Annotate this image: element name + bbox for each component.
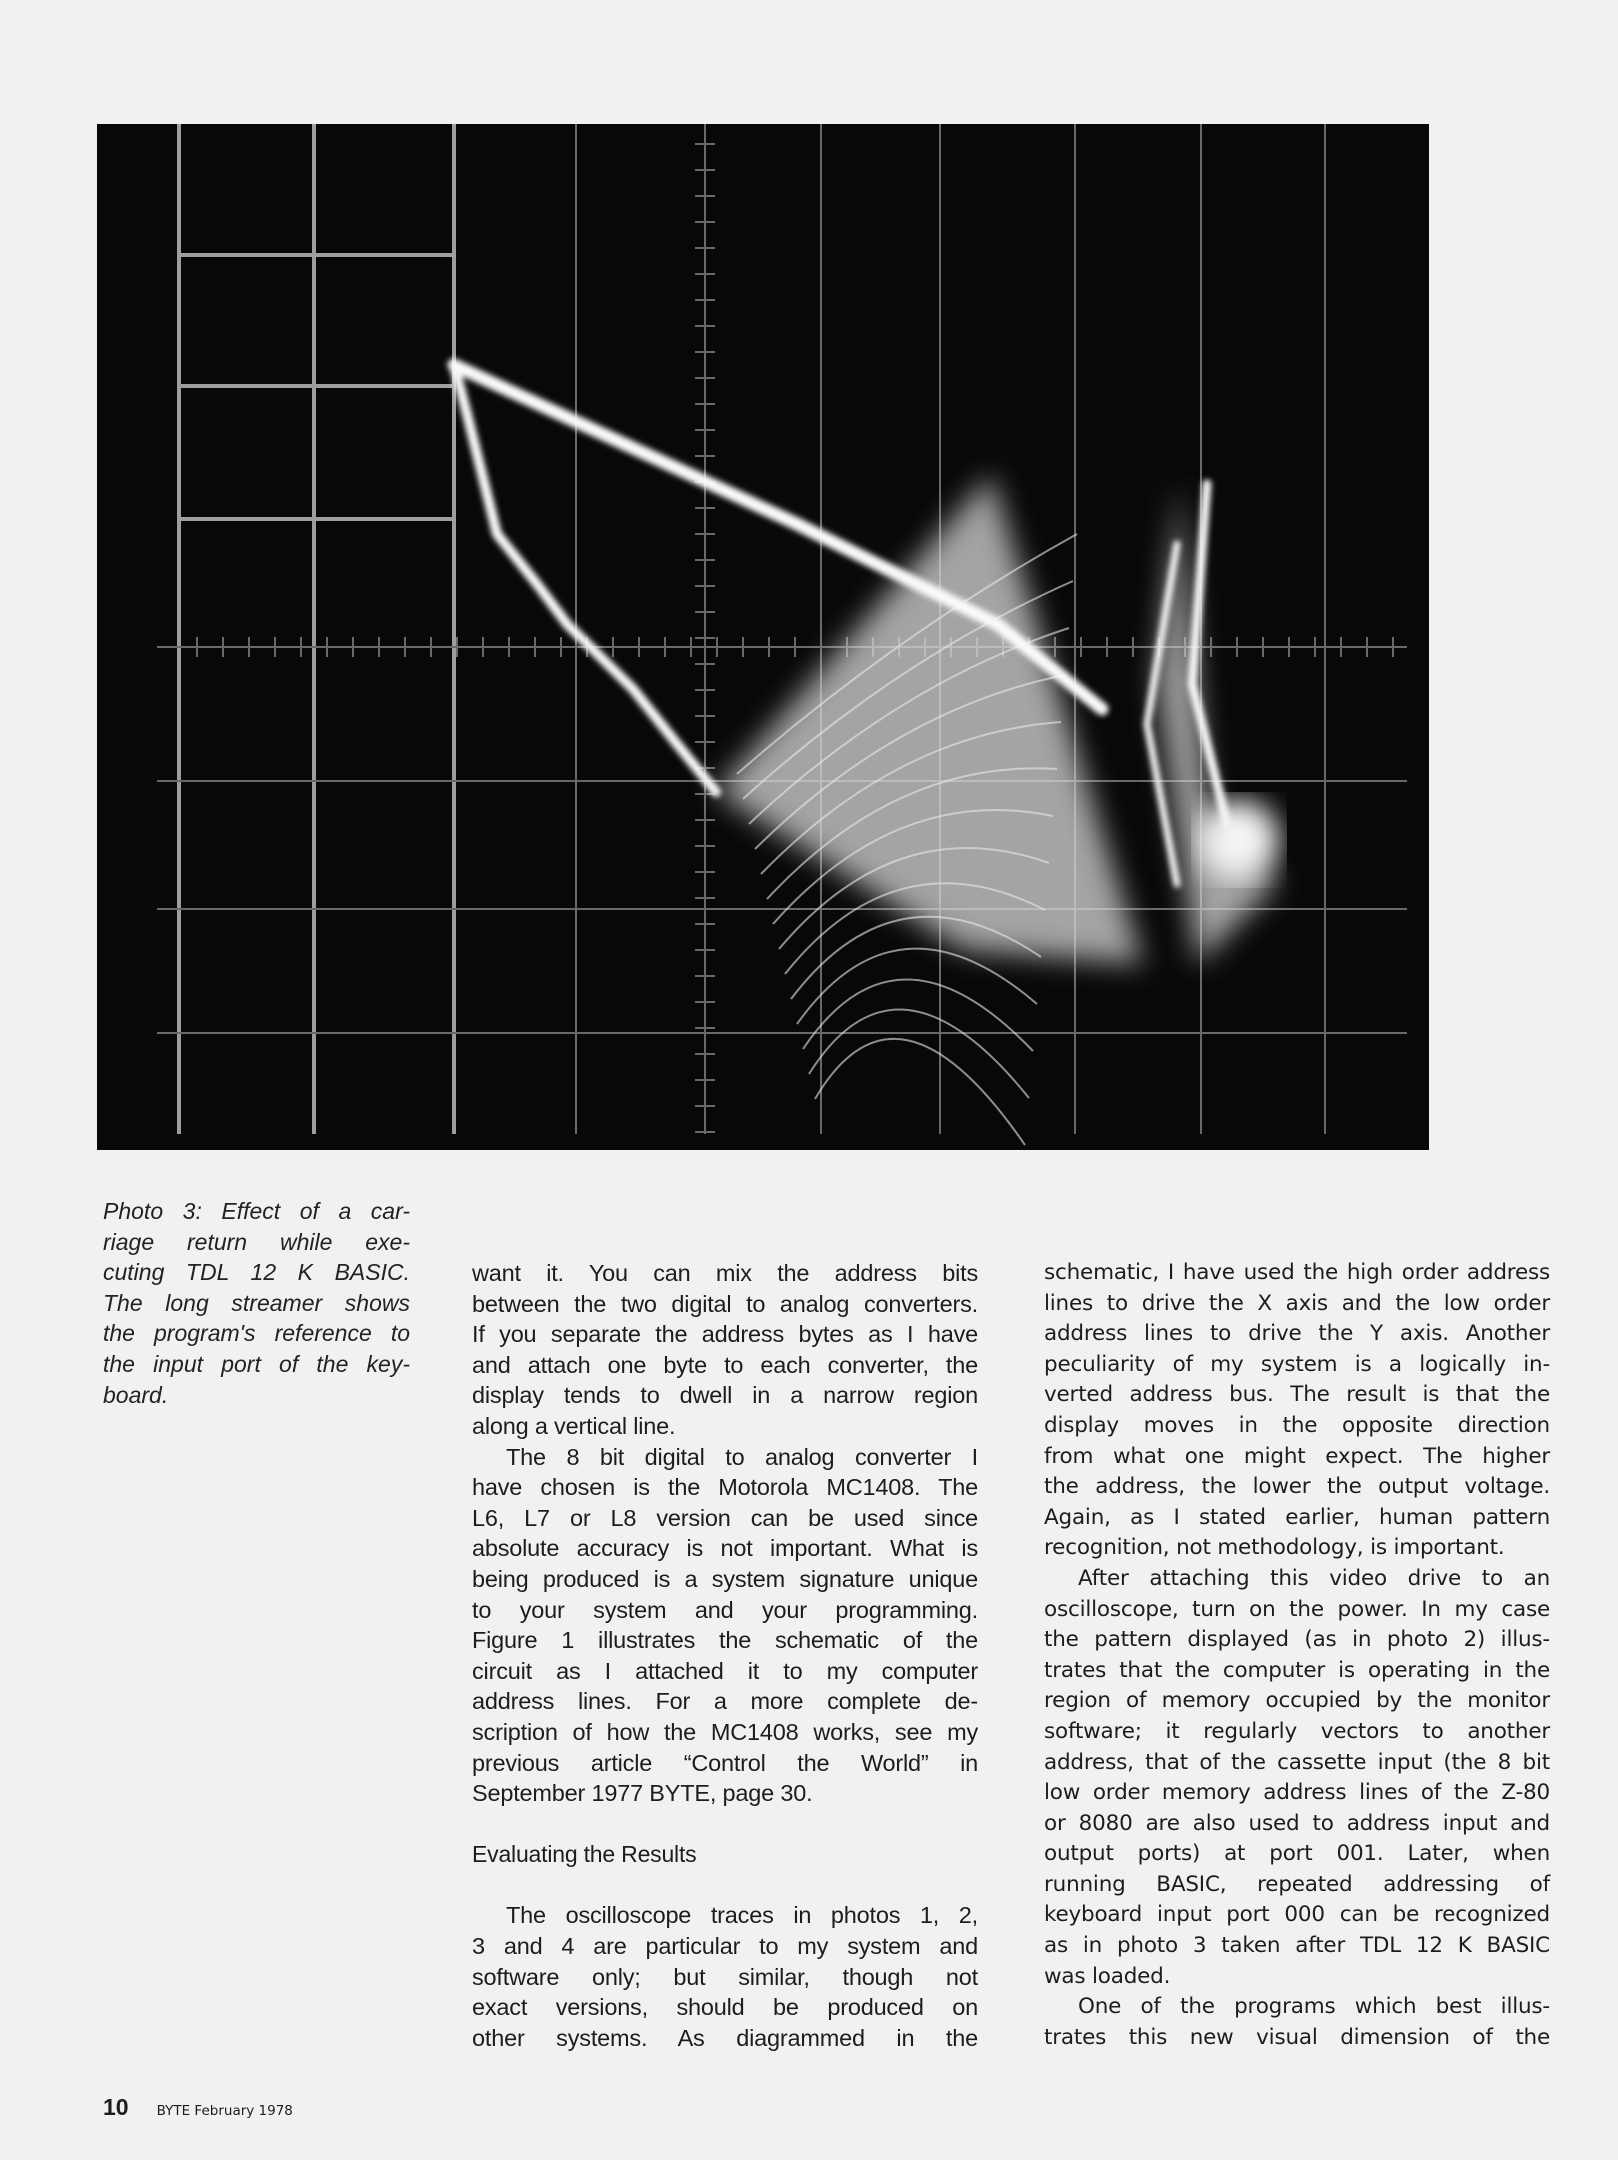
publication-line: BYTE February 1978 bbox=[156, 2103, 293, 2119]
text-line: verted address bus. The result is that the bbox=[1044, 1382, 1550, 1408]
text-line: address lines to drive the Y axis. Another bbox=[1044, 1321, 1550, 1347]
oscilloscope-photo bbox=[97, 124, 1429, 1150]
text-line: cuting TDL 12 K BASIC. bbox=[103, 1259, 410, 1286]
photo-caption bbox=[103, 1196, 410, 1410]
page-footer bbox=[103, 2094, 293, 2121]
text-line: software only; but similar, though not bbox=[472, 1963, 978, 1990]
text-line: the address, the lower the output voltage. bbox=[1044, 1474, 1550, 1500]
text-line: trates that the computer is operating in the bbox=[1044, 1657, 1550, 1683]
text-line: the input port of the key- bbox=[103, 1350, 410, 1377]
text-line: September 1977 BYTE, page 30. bbox=[472, 1780, 813, 1807]
text-line: want it. You can mix the address bits bbox=[472, 1260, 978, 1286]
text-line: absolute accuracy is not important. What is bbox=[472, 1535, 978, 1562]
text-line: The long streamer shows bbox=[103, 1289, 410, 1316]
text-line: have chosen is the Motorola MC1408. The bbox=[472, 1474, 978, 1501]
text-line: the pattern displayed (as in photo 2) illus- bbox=[1044, 1627, 1550, 1653]
text-line: display tends to dwell in a narrow region bbox=[472, 1382, 978, 1409]
text-line: other systems. As diagrammed in the bbox=[472, 2024, 978, 2051]
text-line: exact versions, should be produced on bbox=[472, 1994, 978, 2021]
text-line: region of memory occupied by the monitor bbox=[1044, 1688, 1550, 1714]
text-line: to your system and your programming. bbox=[472, 1596, 978, 1623]
text-line: being produced is a system signature unique bbox=[472, 1565, 978, 1592]
text-line: The 8 bit digital to analog converter I bbox=[506, 1443, 978, 1470]
text-line: 3 and 4 are particular to my system and bbox=[472, 1933, 978, 1960]
text-line: scription of how the MC1408 works, see my bbox=[472, 1718, 978, 1745]
article-column-middle bbox=[472, 1258, 978, 2053]
text-line: One of the programs which best illus- bbox=[1078, 1994, 1550, 2020]
text-line: Again, as I stated earlier, human pattern bbox=[1044, 1504, 1550, 1530]
text-line: along a vertical line. bbox=[472, 1412, 676, 1439]
text-line: schematic, I have used the high order address bbox=[1044, 1260, 1550, 1285]
text-line: software; it regularly vectors to another bbox=[1044, 1718, 1550, 1744]
text-line: Figure 1 illustrates the schematic of the bbox=[472, 1627, 978, 1654]
text-line: as in photo 3 taken after TDL 12 K BASIC bbox=[1044, 1933, 1550, 1959]
text-line: lines to drive the X axis and the low order bbox=[1044, 1290, 1550, 1316]
text-line: output ports) at port 001. Later, when bbox=[1044, 1841, 1550, 1867]
text-line: or 8080 are also used to address input and bbox=[1044, 1810, 1550, 1836]
text-line: oscilloscope, turn on the power. In my case bbox=[1044, 1596, 1550, 1622]
text-line: low order memory address lines of the Z-80 bbox=[1044, 1780, 1550, 1806]
text-line: peculiarity of my system is a logically in- bbox=[1044, 1351, 1550, 1377]
section-heading: Evaluating the Results bbox=[472, 1841, 697, 1868]
text-line: Photo 3: Effect of a car- bbox=[103, 1198, 410, 1224]
text-line: previous article “Control the World” in bbox=[472, 1749, 978, 1776]
text-line: trates this new visual dimension of the bbox=[1044, 2024, 1550, 2050]
text-line: keyboard input port 000 can be recognized bbox=[1044, 1902, 1550, 1928]
text-line: running BASIC, repeated addressing of bbox=[1044, 1871, 1550, 1897]
text-line: recognition, not methodology, is important. bbox=[1044, 1535, 1505, 1561]
page-number: 10 bbox=[103, 2094, 129, 2120]
text-line: from what one might expect. The higher bbox=[1044, 1443, 1550, 1469]
text-line: After attaching this video drive to an bbox=[1078, 1565, 1550, 1591]
text-line: If you separate the address bytes as I have bbox=[472, 1321, 978, 1348]
text-line: between the two digital to analog converters. bbox=[472, 1290, 978, 1317]
text-line: circuit as I attached it to my computer bbox=[472, 1657, 978, 1684]
text-line: board. bbox=[103, 1381, 169, 1408]
text-line: display moves in the opposite direction bbox=[1044, 1412, 1550, 1438]
text-line: and attach one byte to each converter, the bbox=[472, 1351, 978, 1378]
text-line: riage return while exe- bbox=[103, 1228, 410, 1255]
text-line: address lines. For a more complete de- bbox=[472, 1688, 978, 1715]
text-line: address, that of the cassette input (the 8 bit bbox=[1044, 1749, 1550, 1775]
text-line: L6, L7 or L8 version can be used since bbox=[472, 1504, 978, 1531]
text-line: was loaded. bbox=[1044, 1963, 1171, 1989]
article-column-right bbox=[1044, 1258, 1550, 2053]
text-line: The oscilloscope traces in photos 1, 2, bbox=[506, 1902, 978, 1929]
text-line: the program's reference to bbox=[103, 1320, 410, 1347]
